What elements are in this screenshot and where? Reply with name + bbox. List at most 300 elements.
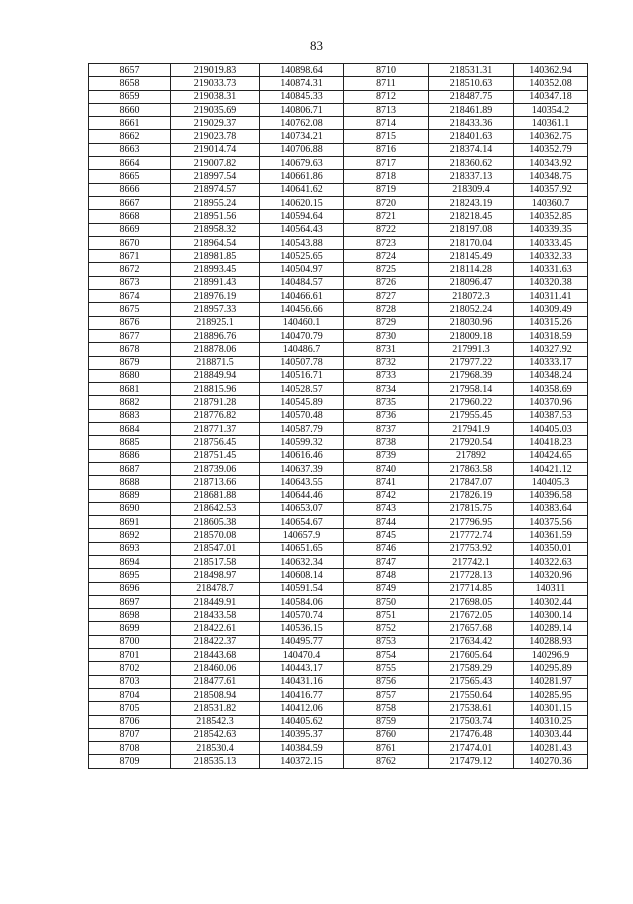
table-row xyxy=(89,635,588,648)
x-coordinate-left-cell: 218871.5 xyxy=(171,356,260,369)
table-row xyxy=(89,369,588,382)
point-number-left-cell: 8667 xyxy=(89,196,171,209)
table-row xyxy=(89,662,588,675)
table-row xyxy=(89,303,588,316)
table-row xyxy=(89,329,588,342)
point-number-right-cell: 8725 xyxy=(344,263,429,276)
x-coordinate-left-cell: 218681.88 xyxy=(171,489,260,502)
x-coordinate-left-cell: 218535.13 xyxy=(171,755,260,768)
coordinates-table xyxy=(88,63,588,769)
x-coordinate-right-cell: 217863.58 xyxy=(429,462,514,475)
y-coordinate-left-cell: 140536.15 xyxy=(260,622,344,635)
y-coordinate-left-cell: 140653.07 xyxy=(260,502,344,515)
x-coordinate-right-cell: 218487.75 xyxy=(429,90,514,103)
point-number-right-cell: 8740 xyxy=(344,462,429,475)
table-row xyxy=(89,582,588,595)
x-coordinate-right-cell: 217742.1 xyxy=(429,555,514,568)
point-number-right-cell: 8754 xyxy=(344,649,429,662)
table-row xyxy=(89,276,588,289)
x-coordinate-right-cell: 218052.24 xyxy=(429,303,514,316)
x-coordinate-left-cell: 219007.82 xyxy=(171,157,260,170)
point-number-right-cell: 8711 xyxy=(344,77,429,90)
y-coordinate-left-cell: 140632.34 xyxy=(260,555,344,568)
y-coordinate-right-cell: 140288.93 xyxy=(514,635,588,648)
point-number-left-cell: 8679 xyxy=(89,356,171,369)
x-coordinate-left-cell: 219033.73 xyxy=(171,77,260,90)
point-number-right-cell: 8729 xyxy=(344,316,429,329)
point-number-left-cell: 8708 xyxy=(89,742,171,755)
x-coordinate-right-cell: 218145.49 xyxy=(429,250,514,263)
table-row xyxy=(89,343,588,356)
point-number-right-cell: 8724 xyxy=(344,250,429,263)
table-row xyxy=(89,728,588,741)
x-coordinate-right-cell: 218096.47 xyxy=(429,276,514,289)
x-coordinate-right-cell: 217920.54 xyxy=(429,436,514,449)
table-row xyxy=(89,356,588,369)
x-coordinate-right-cell: 217565.43 xyxy=(429,675,514,688)
table-row xyxy=(89,702,588,715)
x-coordinate-right-cell: 217815.75 xyxy=(429,502,514,515)
x-coordinate-left-cell: 218517.58 xyxy=(171,555,260,568)
x-coordinate-left-cell: 218422.61 xyxy=(171,622,260,635)
point-number-left-cell: 8678 xyxy=(89,343,171,356)
x-coordinate-left-cell: 218751.45 xyxy=(171,449,260,462)
y-coordinate-right-cell: 140295.89 xyxy=(514,662,588,675)
x-coordinate-left-cell: 218547.01 xyxy=(171,542,260,555)
x-coordinate-left-cell: 218981.85 xyxy=(171,250,260,263)
y-coordinate-right-cell: 140310.25 xyxy=(514,715,588,728)
x-coordinate-right-cell: 217977.22 xyxy=(429,356,514,369)
x-coordinate-left-cell: 218776.82 xyxy=(171,409,260,422)
y-coordinate-left-cell: 140372.15 xyxy=(260,755,344,768)
table-row xyxy=(89,157,588,170)
y-coordinate-right-cell: 140405.3 xyxy=(514,476,588,489)
x-coordinate-left-cell: 218991.43 xyxy=(171,276,260,289)
y-coordinate-left-cell: 140637.39 xyxy=(260,462,344,475)
y-coordinate-right-cell: 140289.14 xyxy=(514,622,588,635)
point-number-right-cell: 8744 xyxy=(344,516,429,529)
y-coordinate-left-cell: 140806.71 xyxy=(260,103,344,116)
point-number-left-cell: 8657 xyxy=(89,64,171,77)
x-coordinate-left-cell: 218530.4 xyxy=(171,742,260,755)
point-number-right-cell: 8741 xyxy=(344,476,429,489)
x-coordinate-left-cell: 218478.7 xyxy=(171,582,260,595)
table-row xyxy=(89,77,588,90)
y-coordinate-right-cell: 140352.79 xyxy=(514,143,588,156)
x-coordinate-right-cell: 217753.92 xyxy=(429,542,514,555)
point-number-left-cell: 8683 xyxy=(89,409,171,422)
table-row xyxy=(89,516,588,529)
x-coordinate-right-cell: 217728.13 xyxy=(429,569,514,582)
x-coordinate-right-cell: 217892 xyxy=(429,449,514,462)
x-coordinate-left-cell: 218713.66 xyxy=(171,476,260,489)
y-coordinate-left-cell: 140443.17 xyxy=(260,662,344,675)
table-row xyxy=(89,90,588,103)
y-coordinate-left-cell: 140564.43 xyxy=(260,223,344,236)
point-number-right-cell: 8727 xyxy=(344,290,429,303)
table-row xyxy=(89,263,588,276)
table-row xyxy=(89,502,588,515)
y-coordinate-left-cell: 140470.79 xyxy=(260,329,344,342)
x-coordinate-left-cell: 218849.94 xyxy=(171,369,260,382)
point-number-right-cell: 8753 xyxy=(344,635,429,648)
y-coordinate-left-cell: 140495.77 xyxy=(260,635,344,648)
y-coordinate-right-cell: 140348.75 xyxy=(514,170,588,183)
y-coordinate-left-cell: 140845.33 xyxy=(260,90,344,103)
point-number-left-cell: 8697 xyxy=(89,595,171,608)
x-coordinate-right-cell: 217479.12 xyxy=(429,755,514,768)
point-number-left-cell: 8665 xyxy=(89,170,171,183)
y-coordinate-right-cell: 140303.44 xyxy=(514,728,588,741)
table-row xyxy=(89,688,588,701)
point-number-right-cell: 8762 xyxy=(344,755,429,768)
y-coordinate-right-cell: 140370.96 xyxy=(514,396,588,409)
y-coordinate-right-cell: 140331.63 xyxy=(514,263,588,276)
y-coordinate-right-cell: 140281.43 xyxy=(514,742,588,755)
point-number-right-cell: 8760 xyxy=(344,728,429,741)
y-coordinate-left-cell: 140466.61 xyxy=(260,290,344,303)
x-coordinate-left-cell: 218964.54 xyxy=(171,236,260,249)
x-coordinate-left-cell: 218498.97 xyxy=(171,569,260,582)
x-coordinate-left-cell: 218542.63 xyxy=(171,728,260,741)
point-number-right-cell: 8721 xyxy=(344,210,429,223)
point-number-right-cell: 8743 xyxy=(344,502,429,515)
y-coordinate-right-cell: 140300.14 xyxy=(514,609,588,622)
table-row xyxy=(89,595,588,608)
table-row xyxy=(89,210,588,223)
y-coordinate-right-cell: 140358.69 xyxy=(514,383,588,396)
y-coordinate-right-cell: 140296.9 xyxy=(514,649,588,662)
y-coordinate-left-cell: 140395.37 xyxy=(260,728,344,741)
x-coordinate-left-cell: 218974.57 xyxy=(171,183,260,196)
point-number-right-cell: 8734 xyxy=(344,383,429,396)
point-number-left-cell: 8676 xyxy=(89,316,171,329)
y-coordinate-left-cell: 140525.65 xyxy=(260,250,344,263)
x-coordinate-right-cell: 218009.18 xyxy=(429,329,514,342)
y-coordinate-left-cell: 140470.4 xyxy=(260,649,344,662)
point-number-right-cell: 8733 xyxy=(344,369,429,382)
y-coordinate-right-cell: 140424.65 xyxy=(514,449,588,462)
y-coordinate-right-cell: 140347.18 xyxy=(514,90,588,103)
y-coordinate-left-cell: 140570.74 xyxy=(260,609,344,622)
table-row xyxy=(89,316,588,329)
y-coordinate-right-cell: 140285.95 xyxy=(514,688,588,701)
point-number-left-cell: 8671 xyxy=(89,250,171,263)
point-number-right-cell: 8710 xyxy=(344,64,429,77)
point-number-left-cell: 8685 xyxy=(89,436,171,449)
point-number-left-cell: 8675 xyxy=(89,303,171,316)
y-coordinate-left-cell: 140734.21 xyxy=(260,130,344,143)
y-coordinate-right-cell: 140333.17 xyxy=(514,356,588,369)
x-coordinate-right-cell: 218309.4 xyxy=(429,183,514,196)
table-row xyxy=(89,409,588,422)
point-number-right-cell: 8748 xyxy=(344,569,429,582)
x-coordinate-left-cell: 218542.3 xyxy=(171,715,260,728)
table-row xyxy=(89,396,588,409)
y-coordinate-left-cell: 140412.06 xyxy=(260,702,344,715)
x-coordinate-right-cell: 217955.45 xyxy=(429,409,514,422)
y-coordinate-left-cell: 140874.31 xyxy=(260,77,344,90)
point-number-right-cell: 8715 xyxy=(344,130,429,143)
x-coordinate-left-cell: 218477.61 xyxy=(171,675,260,688)
x-coordinate-right-cell: 217714.85 xyxy=(429,582,514,595)
x-coordinate-left-cell: 218460.06 xyxy=(171,662,260,675)
y-coordinate-left-cell: 140543.88 xyxy=(260,236,344,249)
point-number-right-cell: 8723 xyxy=(344,236,429,249)
y-coordinate-left-cell: 140651.65 xyxy=(260,542,344,555)
point-number-left-cell: 8681 xyxy=(89,383,171,396)
y-coordinate-right-cell: 140302.44 xyxy=(514,595,588,608)
point-number-right-cell: 8759 xyxy=(344,715,429,728)
x-coordinate-left-cell: 218993.45 xyxy=(171,263,260,276)
x-coordinate-left-cell: 218570.08 xyxy=(171,529,260,542)
x-coordinate-left-cell: 218997.54 xyxy=(171,170,260,183)
point-number-left-cell: 8706 xyxy=(89,715,171,728)
table-row xyxy=(89,383,588,396)
y-coordinate-left-cell: 140456.66 xyxy=(260,303,344,316)
x-coordinate-right-cell: 217847.07 xyxy=(429,476,514,489)
point-number-right-cell: 8717 xyxy=(344,157,429,170)
y-coordinate-left-cell: 140570.48 xyxy=(260,409,344,422)
point-number-left-cell: 8703 xyxy=(89,675,171,688)
point-number-left-cell: 8700 xyxy=(89,635,171,648)
point-number-left-cell: 8672 xyxy=(89,263,171,276)
table-row xyxy=(89,742,588,755)
point-number-left-cell: 8661 xyxy=(89,117,171,130)
point-number-left-cell: 8702 xyxy=(89,662,171,675)
table-row xyxy=(89,449,588,462)
x-coordinate-left-cell: 219038.31 xyxy=(171,90,260,103)
y-coordinate-left-cell: 140591.54 xyxy=(260,582,344,595)
x-coordinate-left-cell: 219035.69 xyxy=(171,103,260,116)
point-number-left-cell: 8677 xyxy=(89,329,171,342)
x-coordinate-right-cell: 218374.14 xyxy=(429,143,514,156)
x-coordinate-right-cell: 218433.36 xyxy=(429,117,514,130)
y-coordinate-left-cell: 140762.08 xyxy=(260,117,344,130)
table-row xyxy=(89,170,588,183)
y-coordinate-right-cell: 140320.96 xyxy=(514,569,588,582)
point-number-left-cell: 8682 xyxy=(89,396,171,409)
x-coordinate-right-cell: 217698.05 xyxy=(429,595,514,608)
y-coordinate-right-cell: 140405.03 xyxy=(514,423,588,436)
x-coordinate-right-cell: 218170.04 xyxy=(429,236,514,249)
y-coordinate-left-cell: 140504.97 xyxy=(260,263,344,276)
table-row xyxy=(89,649,588,662)
y-coordinate-left-cell: 140587.79 xyxy=(260,423,344,436)
point-number-right-cell: 8739 xyxy=(344,449,429,462)
x-coordinate-right-cell: 217605.64 xyxy=(429,649,514,662)
x-coordinate-left-cell: 218642.53 xyxy=(171,502,260,515)
point-number-left-cell: 8693 xyxy=(89,542,171,555)
y-coordinate-left-cell: 140661.86 xyxy=(260,170,344,183)
y-coordinate-right-cell: 140418.23 xyxy=(514,436,588,449)
point-number-left-cell: 8701 xyxy=(89,649,171,662)
table-row xyxy=(89,236,588,249)
point-number-right-cell: 8751 xyxy=(344,609,429,622)
table-row xyxy=(89,529,588,542)
x-coordinate-right-cell: 217941.9 xyxy=(429,423,514,436)
y-coordinate-right-cell: 140311 xyxy=(514,582,588,595)
point-number-left-cell: 8696 xyxy=(89,582,171,595)
table-row xyxy=(89,143,588,156)
x-coordinate-left-cell: 218771.37 xyxy=(171,423,260,436)
y-coordinate-left-cell: 140657.9 xyxy=(260,529,344,542)
x-coordinate-right-cell: 218072.3 xyxy=(429,290,514,303)
table-row xyxy=(89,290,588,303)
x-coordinate-left-cell: 218791.28 xyxy=(171,396,260,409)
x-coordinate-right-cell: 218030.96 xyxy=(429,316,514,329)
x-coordinate-left-cell: 218739.06 xyxy=(171,462,260,475)
x-coordinate-right-cell: 218114.28 xyxy=(429,263,514,276)
x-coordinate-right-cell: 217796.95 xyxy=(429,516,514,529)
point-number-left-cell: 8669 xyxy=(89,223,171,236)
x-coordinate-right-cell: 217503.74 xyxy=(429,715,514,728)
point-number-left-cell: 8689 xyxy=(89,489,171,502)
y-coordinate-right-cell: 140421.12 xyxy=(514,462,588,475)
point-number-left-cell: 8704 xyxy=(89,688,171,701)
page-number: 83 xyxy=(310,38,323,53)
table-row xyxy=(89,436,588,449)
y-coordinate-right-cell: 140354.2 xyxy=(514,103,588,116)
point-number-left-cell: 8686 xyxy=(89,449,171,462)
point-number-right-cell: 8761 xyxy=(344,742,429,755)
y-coordinate-right-cell: 140375.56 xyxy=(514,516,588,529)
point-number-left-cell: 8660 xyxy=(89,103,171,116)
point-number-left-cell: 8709 xyxy=(89,755,171,768)
point-number-right-cell: 8722 xyxy=(344,223,429,236)
point-number-right-cell: 8714 xyxy=(344,117,429,130)
y-coordinate-left-cell: 140594.64 xyxy=(260,210,344,223)
x-coordinate-right-cell: 217991.3 xyxy=(429,343,514,356)
table-row xyxy=(89,423,588,436)
x-coordinate-left-cell: 219029.37 xyxy=(171,117,260,130)
x-coordinate-left-cell: 218449.91 xyxy=(171,595,260,608)
point-number-right-cell: 8713 xyxy=(344,103,429,116)
point-number-left-cell: 8673 xyxy=(89,276,171,289)
y-coordinate-left-cell: 140599.32 xyxy=(260,436,344,449)
y-coordinate-right-cell: 140352.85 xyxy=(514,210,588,223)
x-coordinate-right-cell: 217960.22 xyxy=(429,396,514,409)
point-number-left-cell: 8705 xyxy=(89,702,171,715)
x-coordinate-left-cell: 218951.56 xyxy=(171,210,260,223)
table-row xyxy=(89,476,588,489)
point-number-right-cell: 8726 xyxy=(344,276,429,289)
y-coordinate-right-cell: 140348.24 xyxy=(514,369,588,382)
point-number-left-cell: 8680 xyxy=(89,369,171,382)
coordinates-table-body xyxy=(89,64,588,769)
y-coordinate-left-cell: 140706.88 xyxy=(260,143,344,156)
y-coordinate-right-cell: 140270.36 xyxy=(514,755,588,768)
point-number-right-cell: 8718 xyxy=(344,170,429,183)
y-coordinate-left-cell: 140641.62 xyxy=(260,183,344,196)
y-coordinate-left-cell: 140608.14 xyxy=(260,569,344,582)
x-coordinate-right-cell: 218461.89 xyxy=(429,103,514,116)
y-coordinate-left-cell: 140679.63 xyxy=(260,157,344,170)
point-number-left-cell: 8699 xyxy=(89,622,171,635)
x-coordinate-left-cell: 218896.76 xyxy=(171,329,260,342)
x-coordinate-right-cell: 217474.01 xyxy=(429,742,514,755)
table-row xyxy=(89,755,588,768)
x-coordinate-left-cell: 218815.96 xyxy=(171,383,260,396)
x-coordinate-right-cell: 218197.08 xyxy=(429,223,514,236)
y-coordinate-right-cell: 140327.92 xyxy=(514,343,588,356)
point-number-left-cell: 8688 xyxy=(89,476,171,489)
table-row xyxy=(89,130,588,143)
point-number-right-cell: 8737 xyxy=(344,423,429,436)
table-row xyxy=(89,609,588,622)
x-coordinate-left-cell: 218443.68 xyxy=(171,649,260,662)
x-coordinate-right-cell: 217634.42 xyxy=(429,635,514,648)
y-coordinate-right-cell: 140362.94 xyxy=(514,64,588,77)
point-number-right-cell: 8731 xyxy=(344,343,429,356)
point-number-left-cell: 8692 xyxy=(89,529,171,542)
point-number-right-cell: 8719 xyxy=(344,183,429,196)
point-number-left-cell: 8698 xyxy=(89,609,171,622)
point-number-right-cell: 8716 xyxy=(344,143,429,156)
y-coordinate-left-cell: 140898.64 xyxy=(260,64,344,77)
point-number-left-cell: 8687 xyxy=(89,462,171,475)
y-coordinate-right-cell: 140343.92 xyxy=(514,157,588,170)
y-coordinate-right-cell: 140315.26 xyxy=(514,316,588,329)
y-coordinate-left-cell: 140616.46 xyxy=(260,449,344,462)
table-row xyxy=(89,555,588,568)
point-number-left-cell: 8666 xyxy=(89,183,171,196)
point-number-right-cell: 8720 xyxy=(344,196,429,209)
point-number-left-cell: 8695 xyxy=(89,569,171,582)
point-number-right-cell: 8738 xyxy=(344,436,429,449)
y-coordinate-right-cell: 140333.45 xyxy=(514,236,588,249)
y-coordinate-right-cell: 140320.38 xyxy=(514,276,588,289)
point-number-left-cell: 8684 xyxy=(89,423,171,436)
x-coordinate-right-cell: 217958.14 xyxy=(429,383,514,396)
y-coordinate-right-cell: 140387.53 xyxy=(514,409,588,422)
x-coordinate-right-cell: 217772.74 xyxy=(429,529,514,542)
y-coordinate-right-cell: 140322.63 xyxy=(514,555,588,568)
x-coordinate-left-cell: 218422.37 xyxy=(171,635,260,648)
y-coordinate-right-cell: 140357.92 xyxy=(514,183,588,196)
point-number-right-cell: 8712 xyxy=(344,90,429,103)
point-number-left-cell: 8691 xyxy=(89,516,171,529)
y-coordinate-right-cell: 140360.7 xyxy=(514,196,588,209)
x-coordinate-right-cell: 217550.64 xyxy=(429,688,514,701)
x-coordinate-left-cell: 218957.33 xyxy=(171,303,260,316)
x-coordinate-right-cell: 217826.19 xyxy=(429,489,514,502)
x-coordinate-left-cell: 218508.94 xyxy=(171,688,260,701)
x-coordinate-right-cell: 217476.48 xyxy=(429,728,514,741)
x-coordinate-left-cell: 219019.83 xyxy=(171,64,260,77)
y-coordinate-right-cell: 140339.35 xyxy=(514,223,588,236)
y-coordinate-left-cell: 140416.77 xyxy=(260,688,344,701)
point-number-left-cell: 8694 xyxy=(89,555,171,568)
y-coordinate-left-cell: 140644.46 xyxy=(260,489,344,502)
table-row xyxy=(89,622,588,635)
point-number-right-cell: 8752 xyxy=(344,622,429,635)
y-coordinate-right-cell: 140352.08 xyxy=(514,77,588,90)
y-coordinate-left-cell: 140643.55 xyxy=(260,476,344,489)
y-coordinate-left-cell: 140516.71 xyxy=(260,369,344,382)
y-coordinate-right-cell: 140318.59 xyxy=(514,329,588,342)
x-coordinate-right-cell: 218337.13 xyxy=(429,170,514,183)
x-coordinate-left-cell: 219023.78 xyxy=(171,130,260,143)
x-coordinate-left-cell: 218976.19 xyxy=(171,290,260,303)
y-coordinate-right-cell: 140396.58 xyxy=(514,489,588,502)
x-coordinate-left-cell: 218531.82 xyxy=(171,702,260,715)
table-row xyxy=(89,715,588,728)
point-number-left-cell: 8664 xyxy=(89,157,171,170)
x-coordinate-right-cell: 217589.29 xyxy=(429,662,514,675)
point-number-right-cell: 8746 xyxy=(344,542,429,555)
y-coordinate-left-cell: 140545.89 xyxy=(260,396,344,409)
